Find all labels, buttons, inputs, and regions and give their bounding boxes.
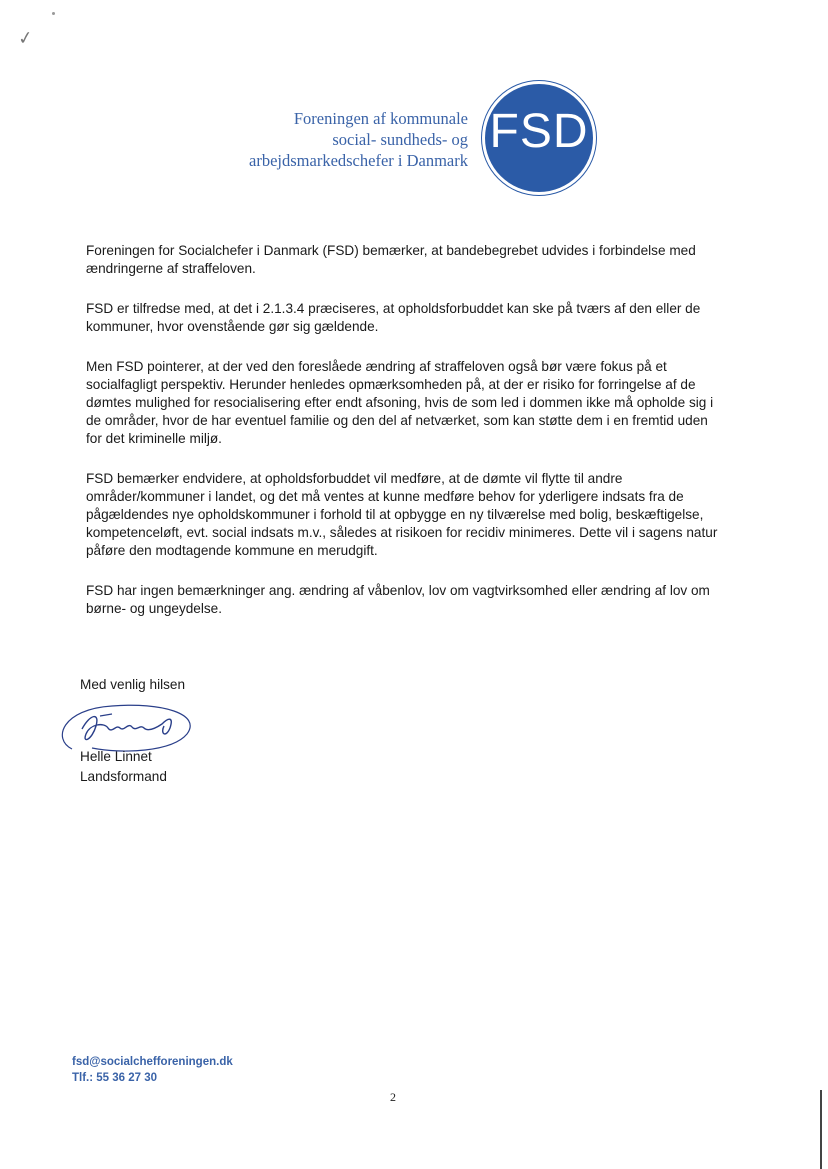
org-name-line-3: arbejdsmarkedschefer i Danmark xyxy=(249,151,468,170)
signer-block xyxy=(80,748,167,788)
paragraph-3: Men FSD pointerer, at der ved den foreslåede ændring af straffeloven også bør være fokus på et socialfagligt perspektiv. Herunder henledes opmærksomheden på, at der er risiko for forringelse af de dømtes mulighed for resocialisering efter endt afsoning, hvis de som led i dommen ikke må opholde sig i de områder, hvor de har eventuel familie og den del af netværket, som kan støtte dem i en fremtid uden for det kriminelle miljø. xyxy=(86,359,714,446)
fsd-logo xyxy=(485,84,593,192)
page-number: 2 xyxy=(390,1090,396,1104)
organization-name xyxy=(249,108,468,171)
scan-edge-line xyxy=(820,1090,822,1169)
paragraph-4: FSD bemærker endvidere, at opholdsforbuddet vil medføre, at de dømte vil flytte til andre områder/kommuner i landet, og det må ventes at kunne medføre behov for yderligere indsats fra de pågældendes nye opholdskommuner i forhold til at opbygge en ny tilværelse med bolig, beskæftigelse, kompetenceløft, evt. social indsats m.v., således at risikoen for recidiv minimeres. Dette vil i sagens natur påføre den modtagende kommune en merudgift. xyxy=(86,471,718,558)
logo-text: FSD xyxy=(489,105,589,158)
scan-dot xyxy=(52,12,55,15)
paragraph-2: FSD er tilfredse med, at det i 2.1.3.4 præciseres, at opholdsforbuddet kan ske på tværs af den eller de kommuner, hvor ovenstående gør sig gældende. xyxy=(86,301,701,334)
letter-body xyxy=(86,242,726,640)
footer-contact xyxy=(72,1054,233,1086)
paragraph-1: Foreningen for Socialchefer i Danmark (FSD) bemærker, at bandebegrebet udvides i forbindelse med ændringerne af straffeloven. xyxy=(86,243,696,276)
org-name-line-1: Foreningen af kommunale xyxy=(293,109,468,128)
letterhead xyxy=(200,98,600,208)
check-mark-icon: ✓ xyxy=(16,27,35,50)
signer-title: Landsformand xyxy=(80,769,167,784)
signer-name: Helle Linnet xyxy=(80,749,152,764)
closing-greeting: Med venlig hilsen xyxy=(80,677,186,692)
paragraph-5: FSD har ingen bemærkninger ang. ændring af våbenlov, lov om vagtvirksomhed eller ændring af lov om børne- og ungeydelse. xyxy=(86,583,710,616)
org-name-line-2: social- sundheds- og xyxy=(332,130,468,149)
footer-email[interactable]: fsd@socialchefforeningen.dk xyxy=(72,1056,233,1068)
footer-phone: Tlf.: 55 36 27 30 xyxy=(72,1072,158,1084)
